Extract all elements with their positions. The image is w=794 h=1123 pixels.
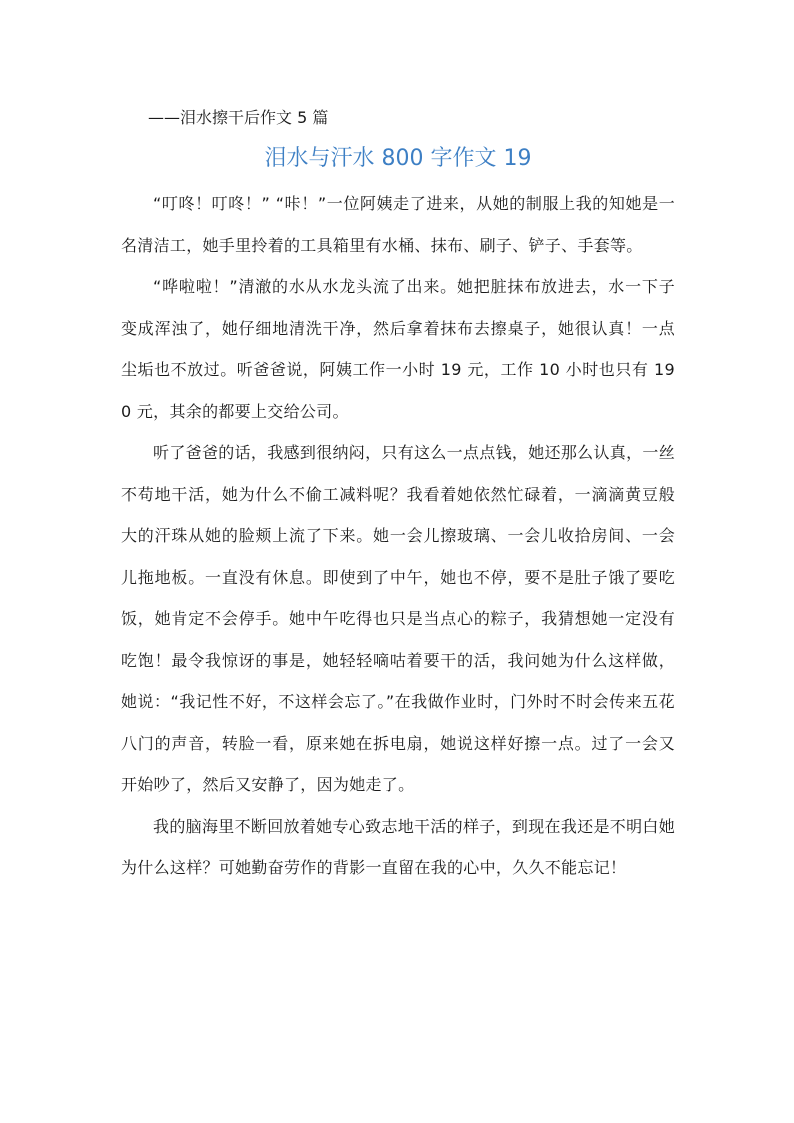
essay-paragraph-2: “哗啦啦！”清澈的水从水龙头流了出来。她把脏抹布放进去，水一下子变成浑浊了，她仔细地清洗干净，然后拿着抹布去擦桌子，她很认真！一点尘垢也不放过。听爸爸说，阿姨工作一小时 19 元，工作 10 小时也只有 190 元，其余的都要上交给公司。 — [121, 277, 675, 421]
document-body — [121, 102, 675, 889]
essay-paragraph-1: “叮咚！叮咚！” “咔！”一位阿姨走了进来，从她的制服上我的知她是一名清洁工，她手里拎着的工具箱里有水桶、抹布、刷子、铲子、手套等。 — [121, 194, 675, 255]
document-subtitle: ——泪水擦干后作文 5 篇 — [148, 108, 329, 127]
essay-paragraph-3: 听了爸爸的话，我感到很纳闷，只有这么一点点钱，她还那么认真，一丝不苟地干活，她为什么不偷工减料呢？我看着她依然忙碌着，一滴滴黄豆般大的汗珠从她的脸颊上流了下来。她一会儿擦玻璃、一会儿收拾房间、一会儿拖地板。一直没有休息。即使到了中午，她也不停，要不是肚子饿了要吃饭，她肯定不会停手。她中午吃得也只是当点心的粽子，我猜想她一定没有吃饱！最令我惊讶的事是，她轻轻嘀咕着要干的活，我问她为什么这样做，她说：“我记性不好，不这样会忘了。”在我做作业时，门外时不时会传来五花八门的声音，转脸一看，原来她在拆电扇，她说这样好擦一点。过了一会又开始吵了，然后又安静了，因为她走了。 — [121, 443, 675, 794]
essay-paragraph-4: 我的脑海里不断回放着她专心致志地干活的样子，到现在我还是不明白她为什么这样？可她勤奋劳作的背影一直留在我的心中，久久不能忘记！ — [121, 816, 675, 877]
essay-title: 泪水与汗水 800 字作文 19 — [264, 146, 532, 171]
